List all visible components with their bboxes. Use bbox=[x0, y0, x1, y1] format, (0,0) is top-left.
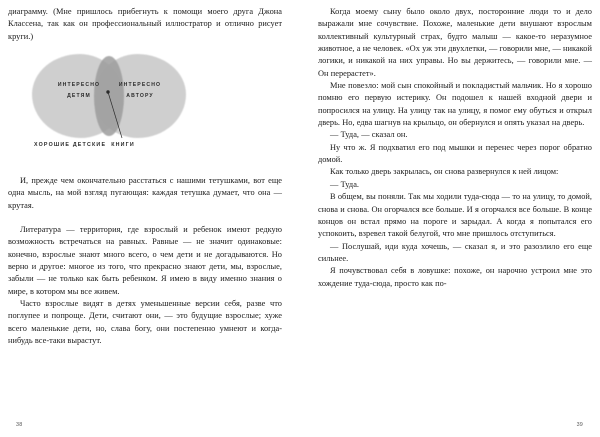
paragraph: Мне повезло: мой сын спокойный и покладистый мальчик. Но я хорошо помню его первую истерику. Он подошел к нашей входной двери и попросился на улицу. На улицу так на улицу, я помог ему обуться и открыл дверь. Но, едва шагнув на крыльцо, он обернулся и опять указал на дверь. bbox=[318, 81, 592, 128]
venn-label-right bbox=[93, 82, 187, 99]
right-page bbox=[300, 0, 600, 437]
venn-label-left-line2: ДЕТЯМ bbox=[67, 92, 91, 99]
paragraph: Как только дверь закрылась, он снова развернулся к ней лицом: bbox=[330, 167, 559, 177]
dialogue-line: — Туда, — сказал он. bbox=[330, 130, 408, 140]
page-number-right: 39 bbox=[576, 422, 583, 428]
venn-label-left-line1: ИНТЕРЕСНО bbox=[57, 82, 101, 89]
paragraph: Ну что ж. Я подхватил его под мышки и перенес через порог обратно домой. bbox=[318, 142, 592, 165]
dialogue-line: — Туда. bbox=[330, 179, 360, 189]
paragraph: Я почувствовал себя в ловушке: похоже, он нарочно устроил мне это хождение туда-сюда, просто как по- bbox=[318, 266, 592, 288]
right-page-text-column bbox=[318, 6, 592, 437]
dialogue-line: — Послушай, иди куда хочешь, — сказал я, и это разозлило его еще сильнее. bbox=[318, 241, 592, 263]
venn-caption bbox=[34, 142, 135, 148]
paragraph: В общем, вы поняли. Так мы ходили туда-сюда — то на улицу, то домой, снова и снова. Он огорчался все больше. И я огорчался все больше. В конце концов он встал прямо на пороге и зарыдал. А когда я попытался его успокоить, взревел такой белугой, что мне пришлось отступиться. bbox=[318, 192, 592, 239]
paragraph: Литература — территория, где взрослый и ребенок имеют редкую возможность встречаться на равных. Равные — не значит одинаковые: конечно, взрослые знают много всего, о чем дети и не догадываются. Но верно и другое: многое из того, что прекрасно знают дети, мы, взрослые, забыли — не только как быть ребенком. Я имею в виду именно знания о мире, в котором мы все живем. bbox=[8, 225, 282, 296]
paragraph: диаграмму. (Мне пришлось прибегнуть к помощи моего друга Джона Классена, так как он профессиональный иллюстратор и отлично рисует круги.) bbox=[8, 7, 282, 41]
venn-label-right-line1: ИНТЕРЕСНО bbox=[118, 82, 162, 89]
venn-label-right-line2: АВТОРУ bbox=[126, 92, 154, 99]
venn-caption-part2: КНИГИ bbox=[111, 142, 135, 149]
paragraph: Часто взрослые видят в детях уменьшенные версии себя, разве что поглупее и попроще. Дети, считают они, — это будущие взрослые; хуже всего маленькие дети, но, слава богу, они постепенно умнеют и когда-нибудь все-таки вырастут. bbox=[8, 299, 282, 346]
venn-caption-part1: ХОРОШИЕ ДЕТСКИЕ bbox=[34, 142, 107, 149]
venn-diagram-figure bbox=[10, 52, 274, 164]
paragraph: Когда моему сыну было около двух, посторонние люди то и дело выражали мне сочувствие. Похоже, маленькие дети внушают взрослым коллективный культурный страх, будто малыш — какое-то неразумное животное, а не человек. «Ох уж эти двухлетки, — говорили мне, — никакой логики, и никакой на них управы. Но вы держитесь, — говорили мне. — Он перерастет». bbox=[318, 7, 592, 78]
page-number-left: 38 bbox=[16, 422, 23, 428]
left-page-text-column bbox=[8, 6, 282, 437]
paragraph: И, прежде чем окончательно расстаться с нашими тетушками, вот еще одна мысль, на мой взгляд пугающая: каждая тетушка думает, что она — крутая. bbox=[8, 176, 282, 210]
venn-circles bbox=[28, 52, 228, 138]
